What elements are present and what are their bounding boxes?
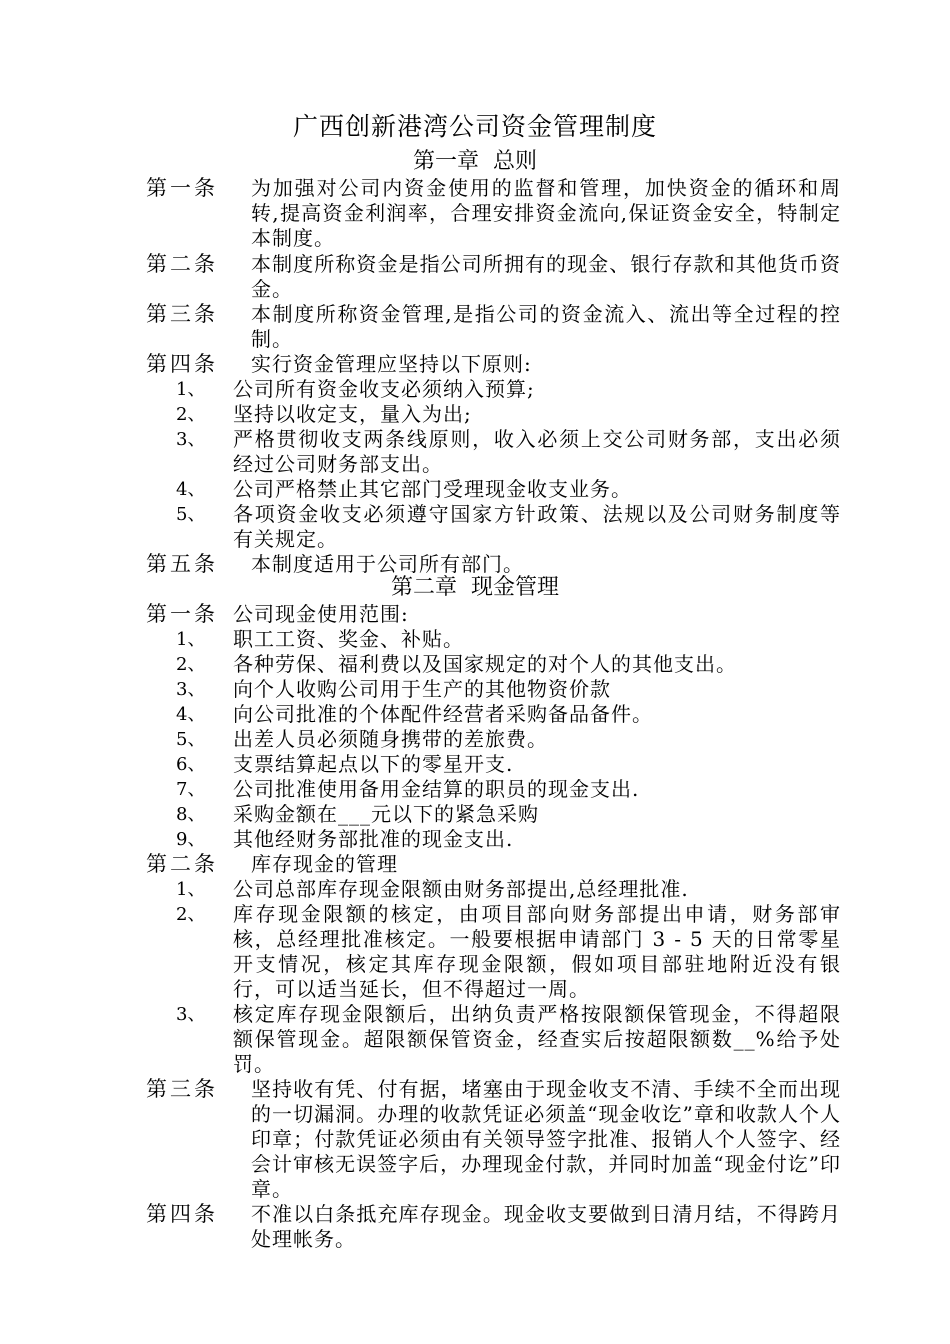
article-label: 第三条	[146, 302, 218, 326]
article-text: 本制度所称资金管理,是指公司的资金流入、流出等全过程的控制。	[251, 302, 841, 351]
article-label: 第五条	[146, 552, 218, 576]
article-text: 公司现金使用范围:	[233, 602, 409, 626]
list-item-number: 1、	[176, 879, 206, 900]
list-item: 各项资金收支必须遵守国家方针政策、法规以及公司财务制度等有关规定。	[233, 502, 841, 551]
list-item: 职工工资、奖金、补贴。	[233, 627, 464, 651]
list-item: 严格贯彻收支两条线原则，收入必须上交公司财务部，支出必须经过公司财务部支出。	[233, 427, 841, 476]
list-item-number: 3、	[176, 429, 206, 450]
list-item-number: 9、	[176, 829, 206, 850]
list-item-number: 5、	[176, 729, 206, 750]
article-label: 第三条	[146, 1077, 218, 1101]
list-item: 出差人员必须随身携带的差旅费。	[233, 727, 548, 751]
list-item: 向个人收购公司用于生产的其他物资价款	[233, 677, 611, 701]
article-label: 第一条	[146, 176, 218, 200]
list-item-number: 4、	[176, 479, 206, 500]
article-text: 为加强对公司内资金使用的监督和管理，加快资金的循环和周转,提高资金利润率，合理安排资金流向,保证资金安全，特制定本制度。	[251, 176, 841, 250]
list-item-number: 2、	[176, 654, 206, 675]
list-item: 支票结算起点以下的零星开支.	[233, 752, 514, 776]
article-label: 第四条	[146, 1202, 218, 1226]
article-text: 库存现金的管理	[251, 852, 398, 876]
list-item-number: 3、	[176, 679, 206, 700]
list-item-number: 8、	[176, 804, 206, 825]
chapter-heading: 第二章 现金管理	[391, 575, 559, 600]
list-item: 坚持以收定支，量入为出;	[233, 402, 472, 426]
article-label: 第四条	[146, 352, 218, 376]
list-item-number: 5、	[176, 504, 206, 525]
list-item: 库存现金限额的核定，由项目部向财务部提出申请，财务部审核，总经理批准核定。一般要根据申请部门 3 - 5 天的日常零星开支情况，核定其库存现金限额，假如项目部驻地附近没有银行，可以适当延长，但不得超过一周。	[233, 902, 841, 1001]
article-text: 坚持收有凭、付有据，堵塞由于现金收支不清、手续不全而出现的一切漏洞。办理的收款凭证必须盖“现金收讫”章和收款人个人印章；付款凭证必须由有关领导签字批准、报销人个人签字、经会计审核无误签字后，办理现金付款，并同时加盖“现金付讫”印章。	[251, 1077, 841, 1201]
list-item-number: 2、	[176, 904, 206, 925]
list-item: 公司总部库存现金限额由财务部提出,总经理批准.	[233, 877, 689, 901]
article-label: 第一条	[146, 602, 218, 626]
list-item: 采购金额在___元以下的紧急采购	[233, 802, 539, 826]
article-text: 实行资金管理应坚持以下原则:	[251, 352, 532, 376]
list-item: 核定库存现金限额后，出纳负责严格按限额保管现金，不得超限额保管现金。超限额保管资金，经查实后按超限额数__%给予处罚。	[233, 1002, 841, 1076]
list-item: 向公司批准的个体配件经营者采购备品备件。	[233, 702, 653, 726]
article-text: 本制度所称资金是指公司所拥有的现金、银行存款和其他货币资金。	[251, 252, 841, 301]
article-text: 不准以白条抵充库存现金。现金收支要做到日清月结，不得跨月处理帐务。	[251, 1202, 841, 1251]
list-item: 各种劳保、福利费以及国家规定的对个人的其他支出。	[233, 652, 737, 676]
article-label: 第二条	[146, 252, 218, 276]
article-label: 第二条	[146, 852, 218, 876]
list-item-number: 2、	[176, 404, 206, 425]
article-text: 本制度适用于公司所有部门。	[251, 552, 524, 576]
list-item-number: 1、	[176, 379, 206, 400]
list-item-number: 1、	[176, 629, 206, 650]
chapter-heading: 第一章 总则	[413, 149, 537, 174]
list-item: 其他经财务部批准的现金支出.	[233, 827, 514, 851]
list-item-number: 4、	[176, 704, 206, 725]
list-item-number: 6、	[176, 754, 206, 775]
list-item-number: 7、	[176, 779, 206, 800]
document-title: 广西创新港湾公司资金管理制度	[292, 112, 657, 141]
list-item: 公司批准使用备用金结算的职员的现金支出.	[233, 777, 640, 801]
list-item: 公司严格禁止其它部门受理现金收支业务。	[233, 477, 632, 501]
list-item: 公司所有资金收支必须纳入预算;	[233, 377, 535, 401]
list-item-number: 3、	[176, 1004, 206, 1025]
